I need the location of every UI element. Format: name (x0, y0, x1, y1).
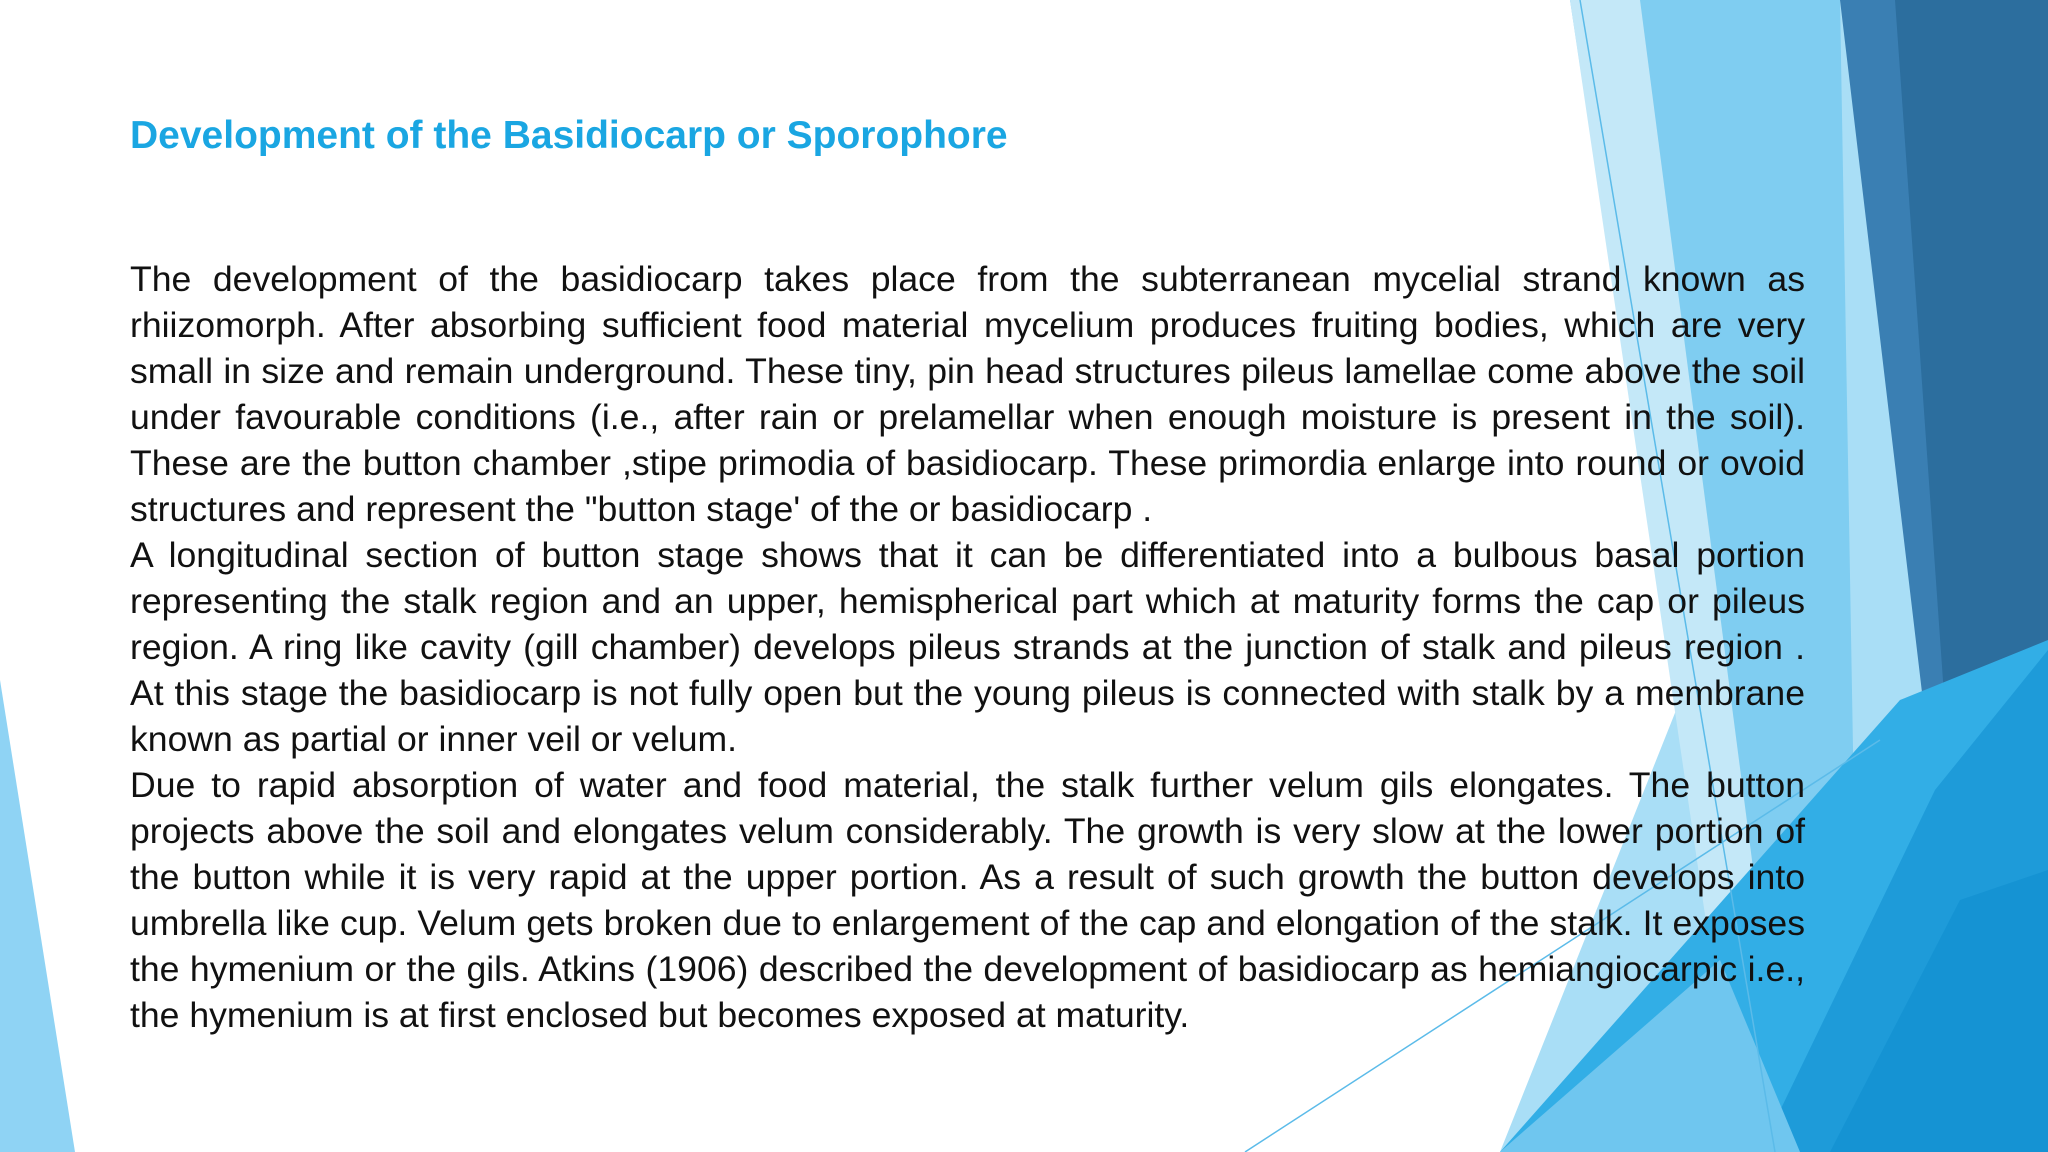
paragraph-longitudinal-section: A longitudinal section of button stage shows that it can be differentiated into a bulbous basal portion representing the stalk region and an upper, hemispherical part which at maturity forms the cap or pileus region. A ring like cavity (gill chamber) develops pileus strands at the junction of stalk and pileus region . At this stage the basidiocarp is not fully open but the young pileus is connected with stalk by a membrane known as partial or inner veil or velum. (130, 535, 1805, 759)
paragraph-elongation: Due to rapid absorption of water and food material, the stalk further velum gils elongates. The button projects above the soil and elongates velum considerably. The growth is very slow at the lower portion of the button while it is very rapid at the upper portion. As a result of such growth the button develops into umbrella like cup. Velum gets broken due to enlargement of the cap and elongation of the stalk. It exposes the hymenium or the gils. Atkins (1906) described the development of basidiocarp as hemiangiocarpic i.e., the hymenium is at first enclosed but becomes exposed at maturity. (130, 765, 1805, 1035)
slide-body (130, 256, 1805, 1038)
slide-title: Development of the Basidiocarp or Sporophore (130, 114, 1008, 157)
facet-left-edge (0, 680, 75, 1152)
paragraph-development: The development of the basidiocarp takes place from the subterranean mycelial strand known as rhiizomorph. After absorbing sufficient food material mycelium produces fruiting bodies, which are very small in size and remain underground. These tiny, pin head structures pileus lamellae come above the soil under favourable conditions (i.e., after rain or prelamellar when enough moisture is present in the soil). These are the button chamber ,stipe primodia of basidiocarp. These primordia enlarge into round or ovoid structures and represent the "button stage' of the or basidiocarp . (130, 259, 1805, 529)
